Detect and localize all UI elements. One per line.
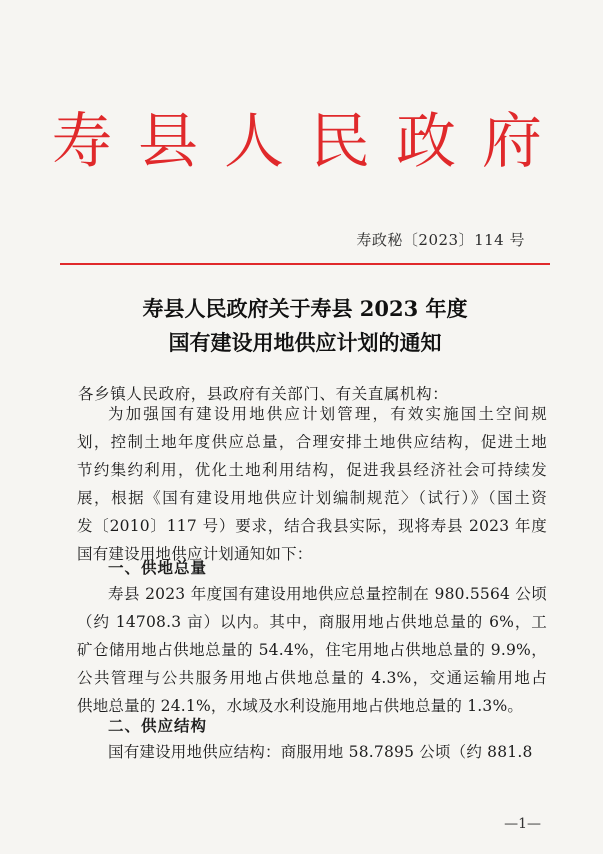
section2-paragraph bbox=[77, 738, 547, 766]
masthead-title: 寿县人民政府 bbox=[52, 107, 568, 177]
paragraph-line: 发〔2010〕117 号）要求，结合我县实际，现将寿县 2023 年度 bbox=[77, 517, 547, 535]
section-heading-supply-structure: 二、供应结构 bbox=[108, 716, 208, 735]
notice-title-line-1: 寿县人民政府关于寿县 2023 年度 bbox=[142, 296, 468, 321]
section1-paragraph bbox=[77, 580, 547, 720]
intro-paragraph bbox=[77, 400, 547, 568]
notice-title bbox=[60, 292, 550, 360]
paragraph-line: （约 14708.3 亩）以内。其中，商服用地占供地总量的 6%，工 bbox=[77, 613, 547, 631]
paragraph-line: 供地总量的 24.1%，水域及水利设施用地占供地总量的 1.3%。 bbox=[77, 697, 524, 715]
paragraph-line: 划，控制土地年度供应总量，合理安排土地供应结构，促进土地 bbox=[77, 433, 547, 451]
section-heading-supply-total: 一、供地总量 bbox=[108, 558, 208, 577]
page-number: —1— bbox=[504, 816, 541, 832]
paragraph-line: 国有建设用地供应结构：商服用地 58.7895 公顷（约 881.8 bbox=[108, 743, 533, 761]
salutation: 各乡镇人民政府，县政府有关部门、有关直属机构： bbox=[78, 385, 449, 403]
paragraph-line: 节约集约利用，优化土地利用结构，促进我县经济社会可持续发 bbox=[77, 461, 547, 479]
paragraph-line: 展，根据《国有建设用地供应计划编制规范〉（试行）》（国土资 bbox=[77, 489, 547, 507]
paragraph-line: 为加强国有建设用地供应计划管理，有效实施国土空间规 bbox=[108, 405, 547, 423]
paragraph-line: 国有建设用地供应计划通知如下： bbox=[77, 545, 313, 563]
red-divider-line bbox=[60, 263, 550, 265]
paragraph-line: 公共管理与公共服务用地占供地总量的 4.3%，交通运输用地占 bbox=[77, 669, 547, 687]
paragraph-line: 矿仓储用地占供地总量的 54.4%，住宅用地占供地总量的 9.9%， bbox=[77, 641, 547, 659]
paragraph-line: 寿县 2023 年度国有建设用地供应总量控制在 980.5564 公顷 bbox=[108, 585, 547, 603]
notice-title-line-2: 国有建设用地供应计划的通知 bbox=[168, 330, 442, 355]
document-number: 寿政秘〔2023〕114 号 bbox=[356, 231, 525, 249]
